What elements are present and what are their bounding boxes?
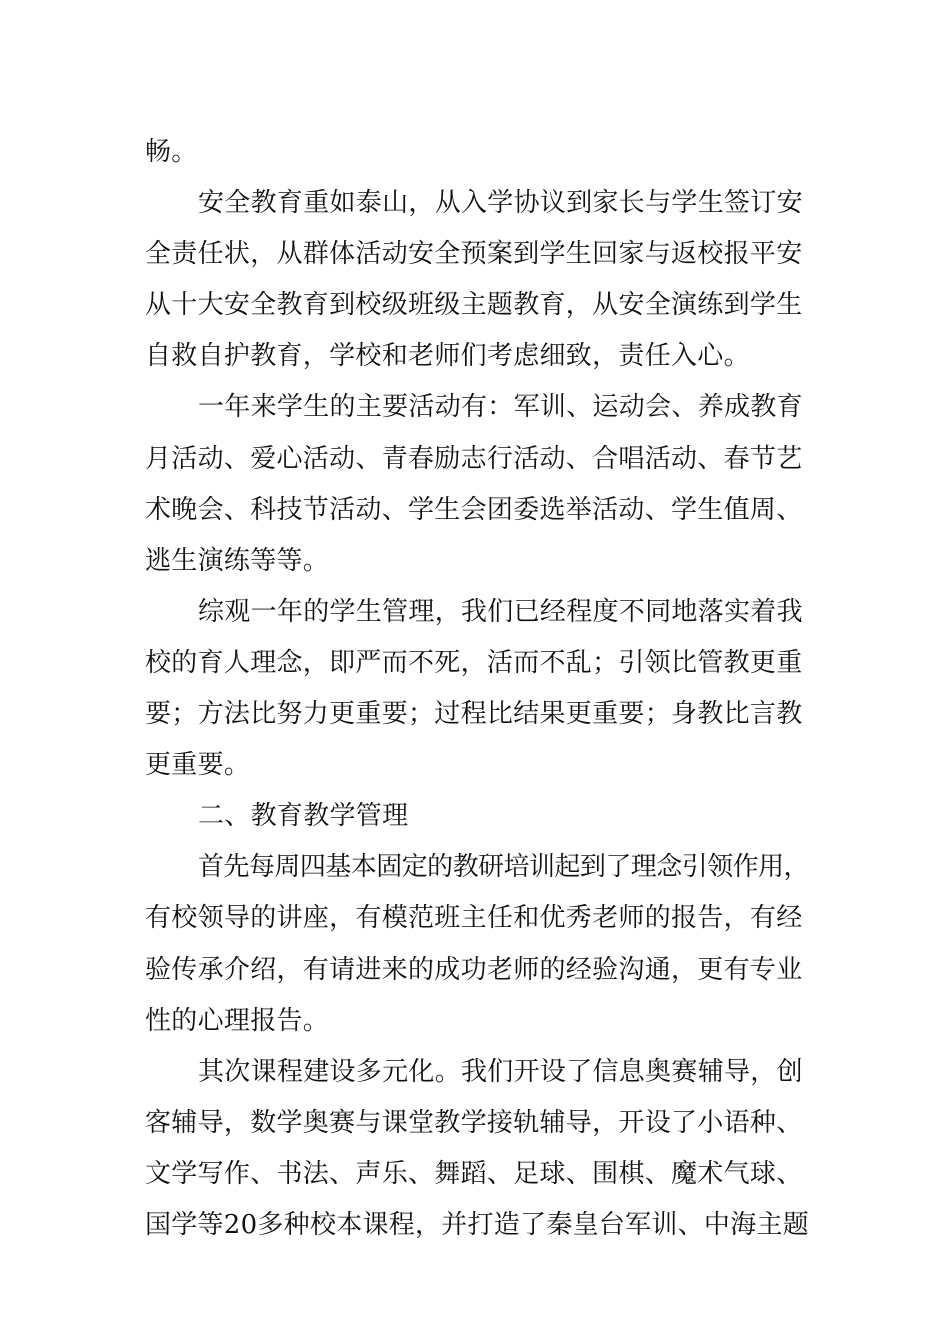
text-line: 月活动、爱心活动、青春励志行活动、合唱活动、春节艺 <box>145 443 803 474</box>
document-body <box>145 127 809 1251</box>
text-line: 更重要。 <box>145 750 251 781</box>
text-line: 校的育人理念，即严而不死，活而不乱；引领比管教更重 <box>145 647 803 678</box>
text-line: 文学写作、书法、声乐、舞蹈、足球、围棋、魔术气球、 <box>145 1158 803 1189</box>
text-line: 逃生演练等等。 <box>145 545 330 576</box>
text-line: 从十大安全教育到校级班级主题教育，从安全演练到学生 <box>145 290 803 321</box>
text-line: 要；方法比努力更重要；过程比结果更重要；身教比言教 <box>145 699 803 730</box>
section-heading: 二、教育教学管理 <box>198 801 409 832</box>
paragraph-first-line: 一年来学生的主要活动有：军训、运动会、养成教育 <box>198 392 803 423</box>
text-line: 国学等20多种校本课程，并打造了秦皇台军训、中海主题 <box>145 1209 809 1240</box>
paragraph-first-line: 安全教育重如泰山，从入学协议到家长与学生签订安 <box>198 188 803 219</box>
paragraph-first-line: 其次课程建设多元化。我们开设了信息奥赛辅导，创 <box>198 1056 803 1087</box>
text-line: 验传承介绍，有请进来的成功老师的经验沟通，更有专业 <box>145 954 803 985</box>
text-line: 客辅导，数学奥赛与课堂教学接轨辅导，开设了小语种、 <box>145 1107 803 1138</box>
text-line: 全责任状，从群体活动安全预案到学生回家与返校报平安 <box>145 239 803 270</box>
text-line: 有校领导的讲座，有模范班主任和优秀老师的报告，有经 <box>145 903 803 934</box>
text-line: 性的心理报告。 <box>145 1005 330 1036</box>
text-line: 自救自护教育，学校和老师们考虑细致，责任入心。 <box>145 341 750 372</box>
paragraph-first-line: 首先每周四基本固定的教研培训起到了理念引领作用， <box>198 852 809 883</box>
text-line: 畅。 <box>145 137 198 167</box>
paragraph-first-line: 综观一年的学生管理，我们已经程度不同地落实着我 <box>198 596 803 627</box>
text-line: 术晚会、科技节活动、学生会团委选举活动、学生值周、 <box>145 494 803 525</box>
